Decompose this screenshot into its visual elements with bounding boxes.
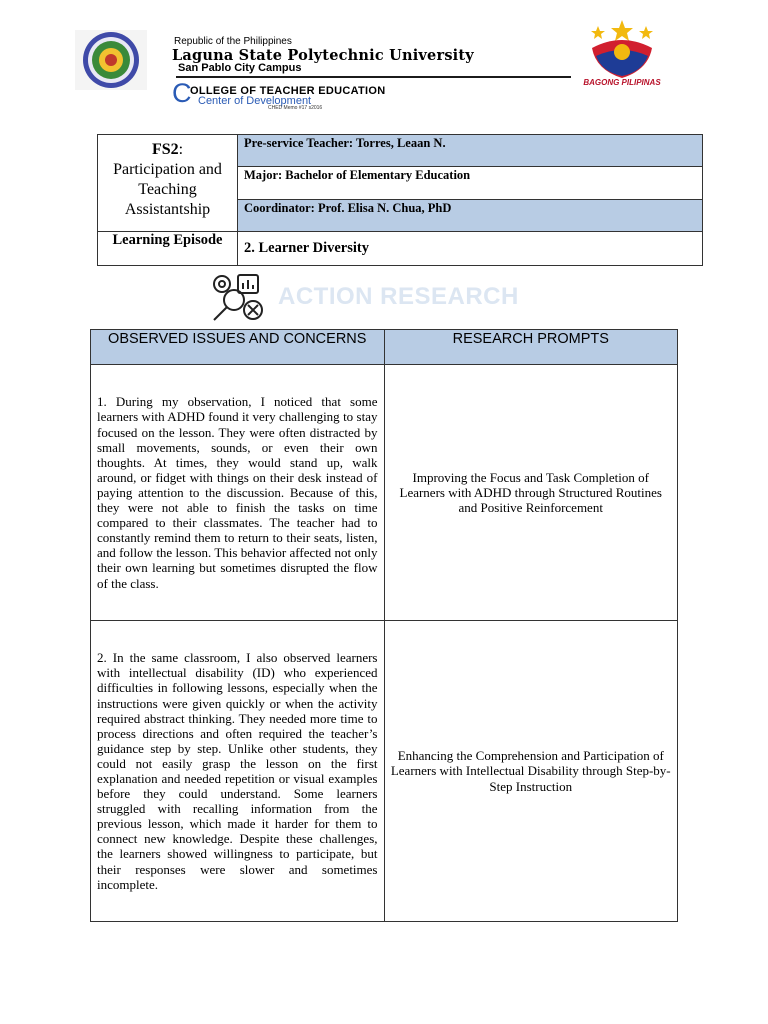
republic-text: Republic of the Philippines bbox=[174, 36, 292, 47]
coordinator: Coordinator: Prof. Elisa N. Chua, PhD bbox=[238, 199, 703, 231]
section-title: ACTION RESEARCH bbox=[278, 283, 519, 310]
university-name: Laguna State Polytechnic University bbox=[172, 47, 474, 64]
course-title-cell bbox=[98, 135, 238, 232]
bagong-pilipinas-label: BAGONG PILIPINAS bbox=[583, 78, 661, 87]
bagong-pilipinas-logo bbox=[584, 18, 660, 82]
prompt-cell: Enhancing the Comprehension and Participation of Learners with Intellectual Disability through Step-by-Step Instruction bbox=[384, 621, 678, 922]
course-title: Participation and Teaching Assistantship bbox=[113, 161, 222, 218]
research-icon bbox=[208, 272, 266, 324]
action-research-table bbox=[90, 329, 678, 922]
table-row bbox=[91, 365, 678, 621]
campus-name: San Pablo City Campus bbox=[178, 62, 302, 74]
major: Major: Bachelor of Elementary Education bbox=[238, 167, 703, 199]
college-name: OLLEGE OF TEACHER EDUCATION bbox=[190, 85, 386, 97]
university-seal-logo bbox=[75, 30, 147, 90]
learning-episode-label: Learning Episode bbox=[98, 232, 238, 266]
course-code-colon: : bbox=[178, 141, 184, 158]
ched-memo: CHED Memo #17 s2016 bbox=[268, 105, 323, 111]
course-code: FS2 bbox=[151, 141, 179, 158]
column-header-prompts: RESEARCH PROMPTS bbox=[384, 330, 678, 365]
episode-title: 2. Learner Diversity bbox=[238, 232, 703, 266]
episode-info-table bbox=[97, 134, 703, 266]
prompt-cell: Improving the Focus and Task Completion of Learners with ADHD through Structured Routines and Positive Reinforcement bbox=[384, 365, 678, 621]
header-divider bbox=[176, 76, 571, 78]
table-row bbox=[91, 621, 678, 922]
issue-cell: 2. In the same classroom, I also observed learners with intellectual disability (ID) who experienced difficulties in following lessons, especially when the instructions were given quickly or when the activity required abstract thinking. They needed more time to process directions and often required the teacher’s guidance step by step. Unlike other students, they could not easily grasp the lesson on the first explanation and needed repetition or visual examples before they could understand. Some learners struggled with recalling information from the previous lesson, which made it harder for them to connect new knowledge. Despite these challenges, the learners showed willingness to participate, but their responses were slower and sometimes incomplete. bbox=[91, 621, 385, 922]
issue-cell: 1. During my observation, I noticed that some learners with ADHD found it very challenging to stay focused on the lesson. They were often distracted by small movements, sounds, or even their own thoughts. At times, they would stand up, walk around, or fidget with things on their desk instead of paying attention to the discussion. Because of this, they were not able to finish the tasks on time compared to their classmates. The teacher had to constantly remind them to return to their seats, listen, and follow the lesson. This behavior affected not only their own learning but sometimes disrupted the flow of the class. bbox=[91, 365, 385, 621]
college-initial: C bbox=[172, 78, 192, 108]
column-header-issues: OBSERVED ISSUES AND CONCERNS bbox=[91, 330, 385, 365]
preservice-teacher: Pre-service Teacher: Torres, Leaan N. bbox=[238, 135, 703, 167]
center-of-development: Center of Development bbox=[198, 95, 312, 107]
